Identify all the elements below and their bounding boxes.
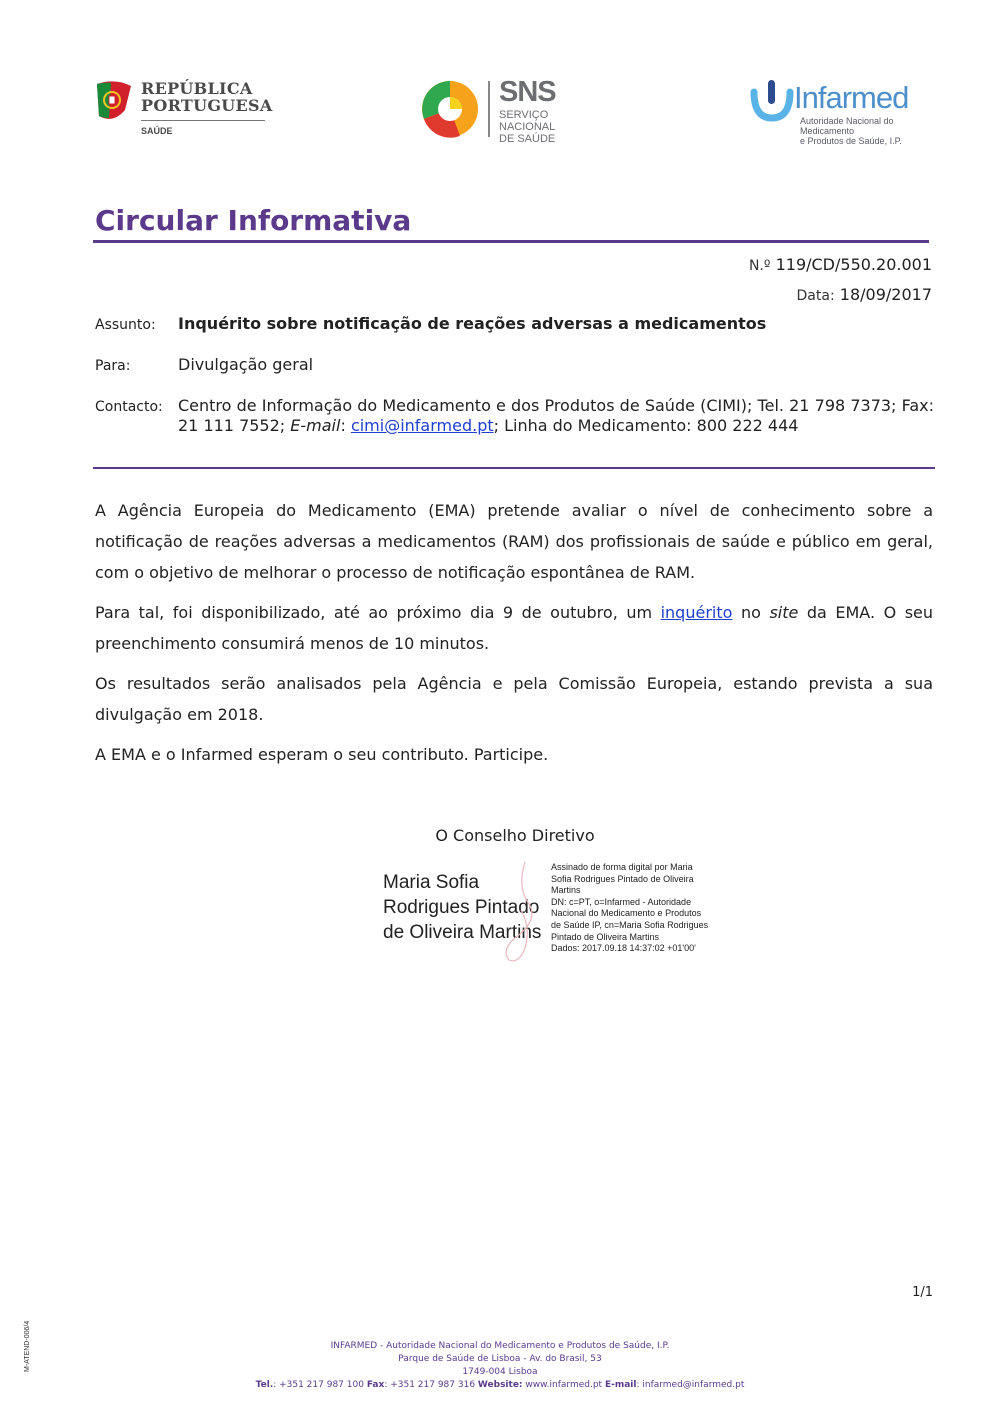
body-paragraph-3: Os resultados serão analisados pela Agência e pela Comissão Europeia, estando prevista a sua divulgação em 2018. (95, 674, 933, 724)
p2-site: site (769, 603, 799, 622)
footer (0, 1340, 1000, 1392)
infarmed-sub2: e Produtos de Saúde, I.P. (800, 136, 902, 146)
body-paragraph-4: A EMA e o Infarmed esperam o seu contributo. Participe. (95, 745, 549, 764)
sig-detail-line: Nacional do Medicamento e Produtos (551, 908, 702, 919)
infarmed-logo (750, 78, 935, 146)
infarmed-sub1: Autoridade Nacional do Medicamento (800, 116, 894, 136)
contacto-value: Centro de Informação do Medicamento e dos Produtos de Saúde (CIMI); Tel. 21 798 7373; Fax: 21 111 7552; E-mail: cimi@infarmed.pt; Linha do Medicamento: 800 222 444 (178, 396, 934, 435)
para-label: Para: (95, 358, 131, 374)
contacto-email-link[interactable]: cimi@infarmed.pt (350, 416, 494, 435)
date-label: Data: (796, 288, 835, 304)
signer-name-line3: de Oliveira Martins (383, 922, 542, 943)
number-value: 119/CD/550.20.001 (775, 255, 932, 274)
footer-fax-label: Fax (366, 1380, 385, 1390)
sns-logo (420, 76, 600, 145)
circular-date (797, 285, 932, 304)
council-label: O Conselho Diretivo (435, 826, 595, 845)
sns-divider (488, 81, 490, 137)
page-number: 1/1 (912, 1285, 933, 1300)
footer-web[interactable]: www.infarmed.pt (525, 1380, 603, 1390)
sig-detail-line: Assinado de forma digital por Maria (551, 862, 693, 872)
footer-line1: INFARMED - Autoridade Nacional do Medicamento e Produtos de Saúde, I.P. (330, 1341, 670, 1351)
portugal-shield-icon (95, 80, 135, 124)
rp-sub: SAÚDE (141, 126, 173, 136)
contacto-text: Centro de Informação do Medicamento e dos Produtos de Saúde (CIMI); Tel. 21 798 7373; Fax: 21 111 7552; (178, 396, 934, 435)
p2-text-b: no (740, 603, 761, 622)
sig-detail-line: Pintado de Oliveira Martins (551, 931, 660, 942)
footer-web-label: Website: (477, 1380, 523, 1390)
signer-name-line2: Rodrigues Pintado (383, 897, 540, 918)
republica-portuguesa-logo (95, 78, 273, 140)
footer-tel-label: Tel. (255, 1380, 274, 1390)
footer-email[interactable]: : infarmed@infarmed.pt (636, 1380, 745, 1390)
assunto-label: Assunto: (95, 317, 156, 333)
signer-name-line1: Maria Sofia (383, 872, 480, 893)
number-label: N.º (748, 258, 771, 274)
rp-line1: REPÚBLICA (141, 79, 253, 98)
signature-details (551, 862, 716, 955)
inquerito-link[interactable]: inquérito (660, 603, 733, 622)
footer-line2: Parque de Saúde de Lisboa - Av. do Brasil, 53 (398, 1354, 602, 1364)
body-paragraph-2 (95, 597, 933, 659)
footer-fax: : +351 217 987 316 (384, 1380, 476, 1390)
title-divider (93, 240, 929, 243)
circular-number (749, 255, 932, 274)
signature-stroke (495, 858, 555, 964)
footer-line3: 1749-004 Lisboa (462, 1367, 538, 1377)
sns-line1: SERVIÇO NACIONAL (499, 109, 556, 133)
contacto-label: Contacto: (95, 399, 163, 415)
sig-detail-line: DN: c=PT, o=Infarmed - Autoridade (551, 896, 692, 907)
infarmed-name: Infarmed (794, 80, 909, 115)
sns-title: SNS (499, 76, 556, 108)
rp-line2: PORTUGUESA (141, 96, 273, 115)
form-code: M-ATEND-006/4 (24, 1320, 31, 1372)
sns-emblem-icon (420, 79, 480, 139)
sns-line2: DE SAÚDE (499, 133, 556, 145)
footer-contacts (0, 1379, 1000, 1392)
p2-text-a: Para tal, foi disponibilizado, até ao próximo dia 9 de outubro, um (95, 603, 653, 622)
para-value: Divulgação geral (178, 355, 314, 374)
footer-tel: : +351 217 987 100 (273, 1380, 364, 1390)
page-title: Circular Informativa (95, 204, 412, 237)
sig-detail-line: Sofia Rodrigues Pintado de Oliveira (551, 873, 694, 884)
rp-divider (141, 120, 265, 121)
footer-email-label: E-mail (604, 1380, 637, 1390)
body-paragraph-1: A Agência Europeia do Medicamento (EMA) pretende avaliar o nível de conhecimento sobre a notificação de reações adversas a medicamentos (RAM) dos profissionais de saúde e público em geral, com o objetivo de melhorar o processo de notificação espontânea de RAM. (95, 501, 933, 582)
contacto-text-2: ; Linha do Medicamento: 800 222 444 (493, 416, 799, 435)
date-value: 18/09/2017 (839, 285, 932, 304)
contact-divider (93, 467, 935, 469)
infarmed-drop-icon (750, 78, 794, 124)
assunto-value: Inquérito sobre notificação de reações adversas a medicamentos (178, 314, 767, 333)
sig-detail-line: de Saúde IP, cn=Maria Sofia Rodrigues (551, 919, 709, 930)
p2-text-c: da EMA. O seu preenchimento consumirá menos de 10 minutos. (95, 603, 934, 653)
sig-detail-line: Dados: 2017.09.18 14:37:02 +01'00' (551, 943, 696, 954)
contacto-email-label: E-mail (290, 416, 341, 435)
sig-detail-line: Martins (551, 885, 581, 896)
